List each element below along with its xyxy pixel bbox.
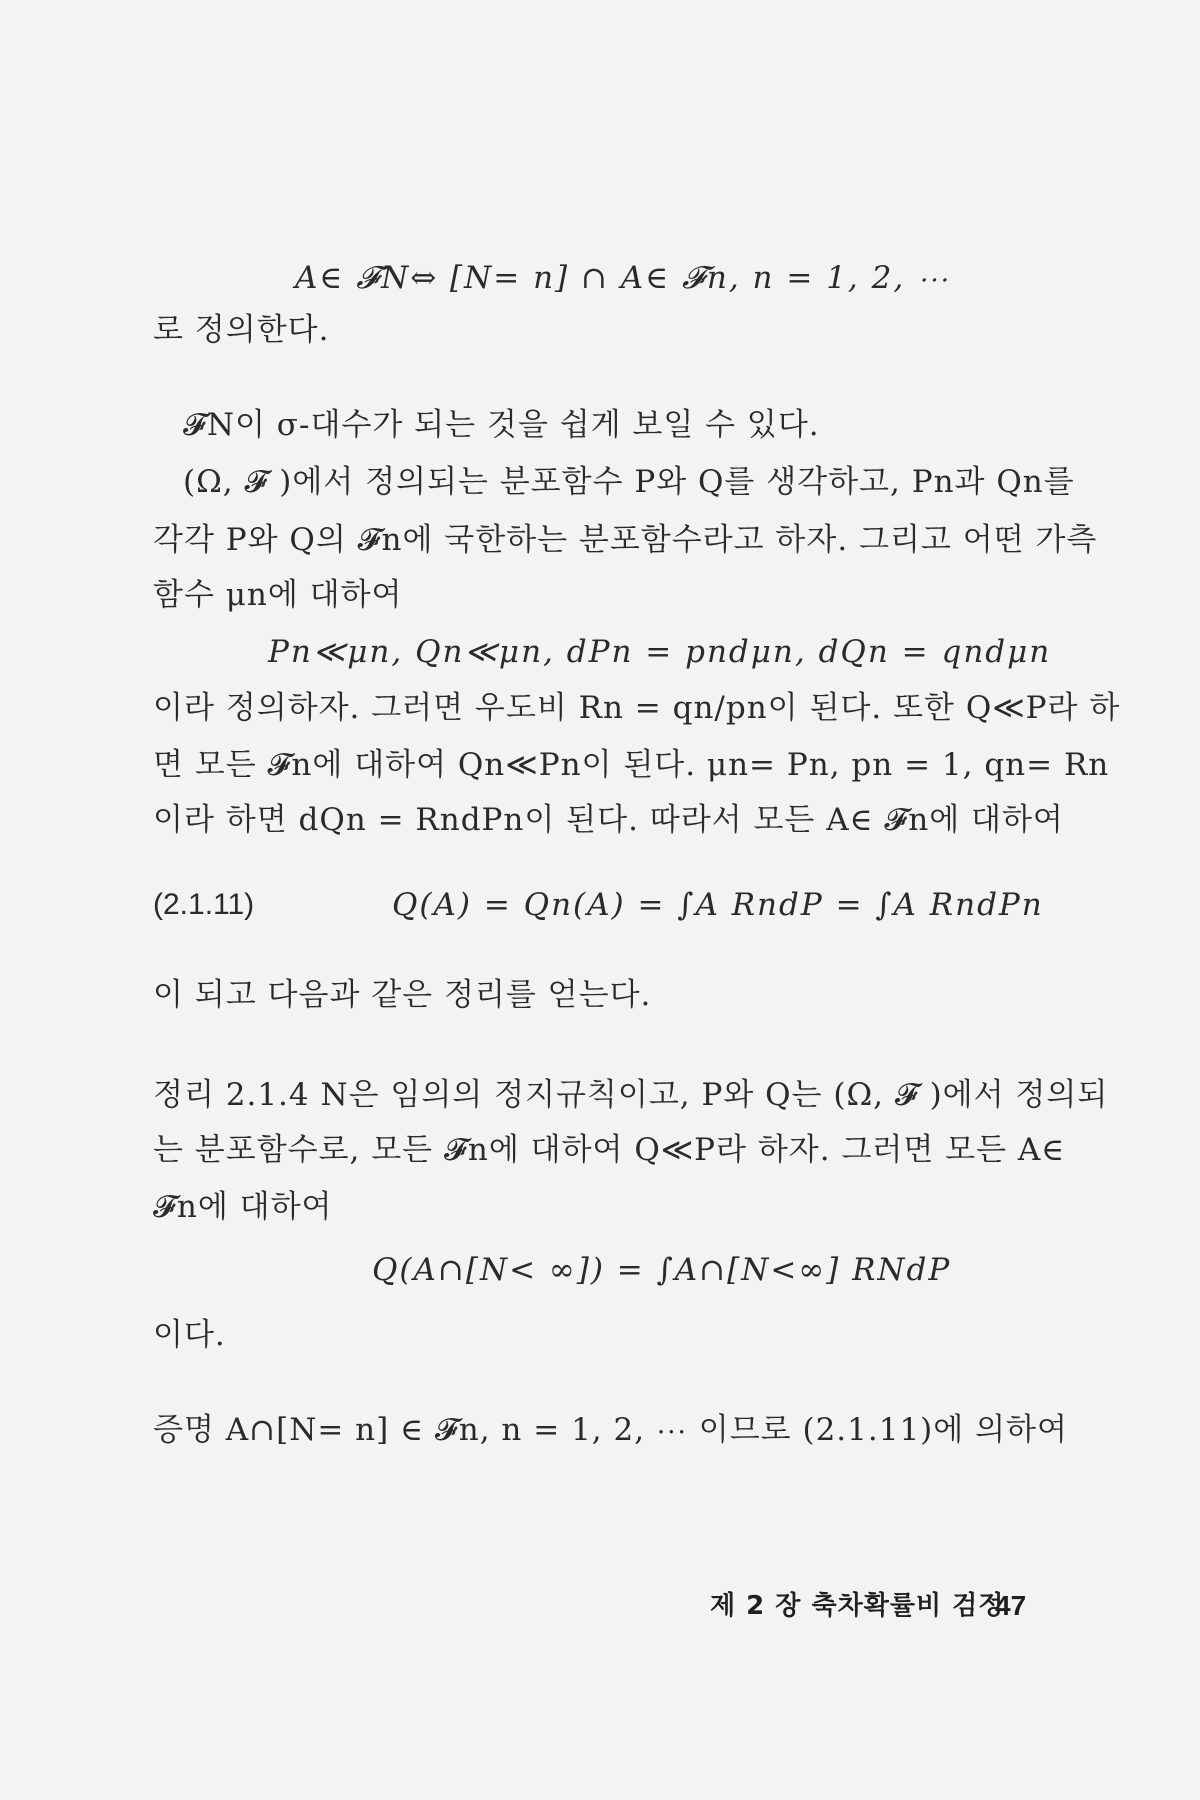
absolute-continuity-equation: Pn≪μn, Qn≪μn, dPn = pndμn, dQn = qndμn xyxy=(268,634,1052,670)
stopping-sigma-algebra-definition: A∈ 𝓕N⇔ [N= n] ∩ A∈ 𝓕n, n = 1, 2, ⋯ xyxy=(295,260,951,296)
proof-line: 증명 A∩[N= n] ∈ 𝓕n, n = 1, 2, ⋯ 이므로 (2.1.11)에 의하여 xyxy=(153,1412,1068,1448)
text-line: 면 모든 𝓕n에 대하여 Qn≪Pn이 된다. μn= Pn, pn = 1, qn= Rn xyxy=(153,747,1110,783)
equation-number: (2.1.11) xyxy=(153,888,255,921)
running-footer-chapter: 제 2 장 축차확률비 검정 xyxy=(710,1591,1005,1621)
page-number: 47 xyxy=(995,1590,1027,1621)
text-line: 각각 P와 Q의 𝓕n에 국한하는 분포함수라고 하자. 그리고 어떤 가측 xyxy=(153,522,1098,558)
text-line: 이라 정의하자. 그러면 우도비 Rn = qn/pn이 된다. 또한 Q≪P라 하 xyxy=(153,690,1121,726)
equation-2-1-11: Q(A) = Qn(A) = ∫A RndP = ∫A RndPn xyxy=(392,887,1044,923)
text-line: (Ω, 𝓕 )에서 정의되는 분포함수 P와 Q를 생각하고, Pn과 Qn를 xyxy=(183,464,1075,500)
text-line: 로 정의한다. xyxy=(153,312,330,348)
text-line: 𝓕N이 σ-대수가 되는 것을 쉽게 보일 수 있다. xyxy=(183,407,820,443)
text-line: 이 되고 다음과 같은 정리를 얻는다. xyxy=(153,977,652,1013)
theorem-2-1-4: 정리 2.1.4 N은 임의의 정지규칙이고, P와 Q는 (Ω, 𝓕 )에서 정의되 xyxy=(153,1077,1109,1113)
text-line: 𝓕n에 대하여 xyxy=(153,1189,333,1225)
text-line: 이라 하면 dQn = RndPn이 된다. 따라서 모든 A∈ 𝓕n에 대하여 xyxy=(153,802,1064,838)
theorem-equation: Q(A∩[N< ∞]) = ∫A∩[N<∞] RNdP xyxy=(372,1252,952,1288)
text-line: 함수 μn에 대하여 xyxy=(153,577,403,613)
text-line: 이다. xyxy=(153,1317,226,1353)
text-line: 는 분포함수로, 모든 𝓕n에 대하여 Q≪P라 하자. 그러면 모든 A∈ xyxy=(153,1132,1066,1168)
